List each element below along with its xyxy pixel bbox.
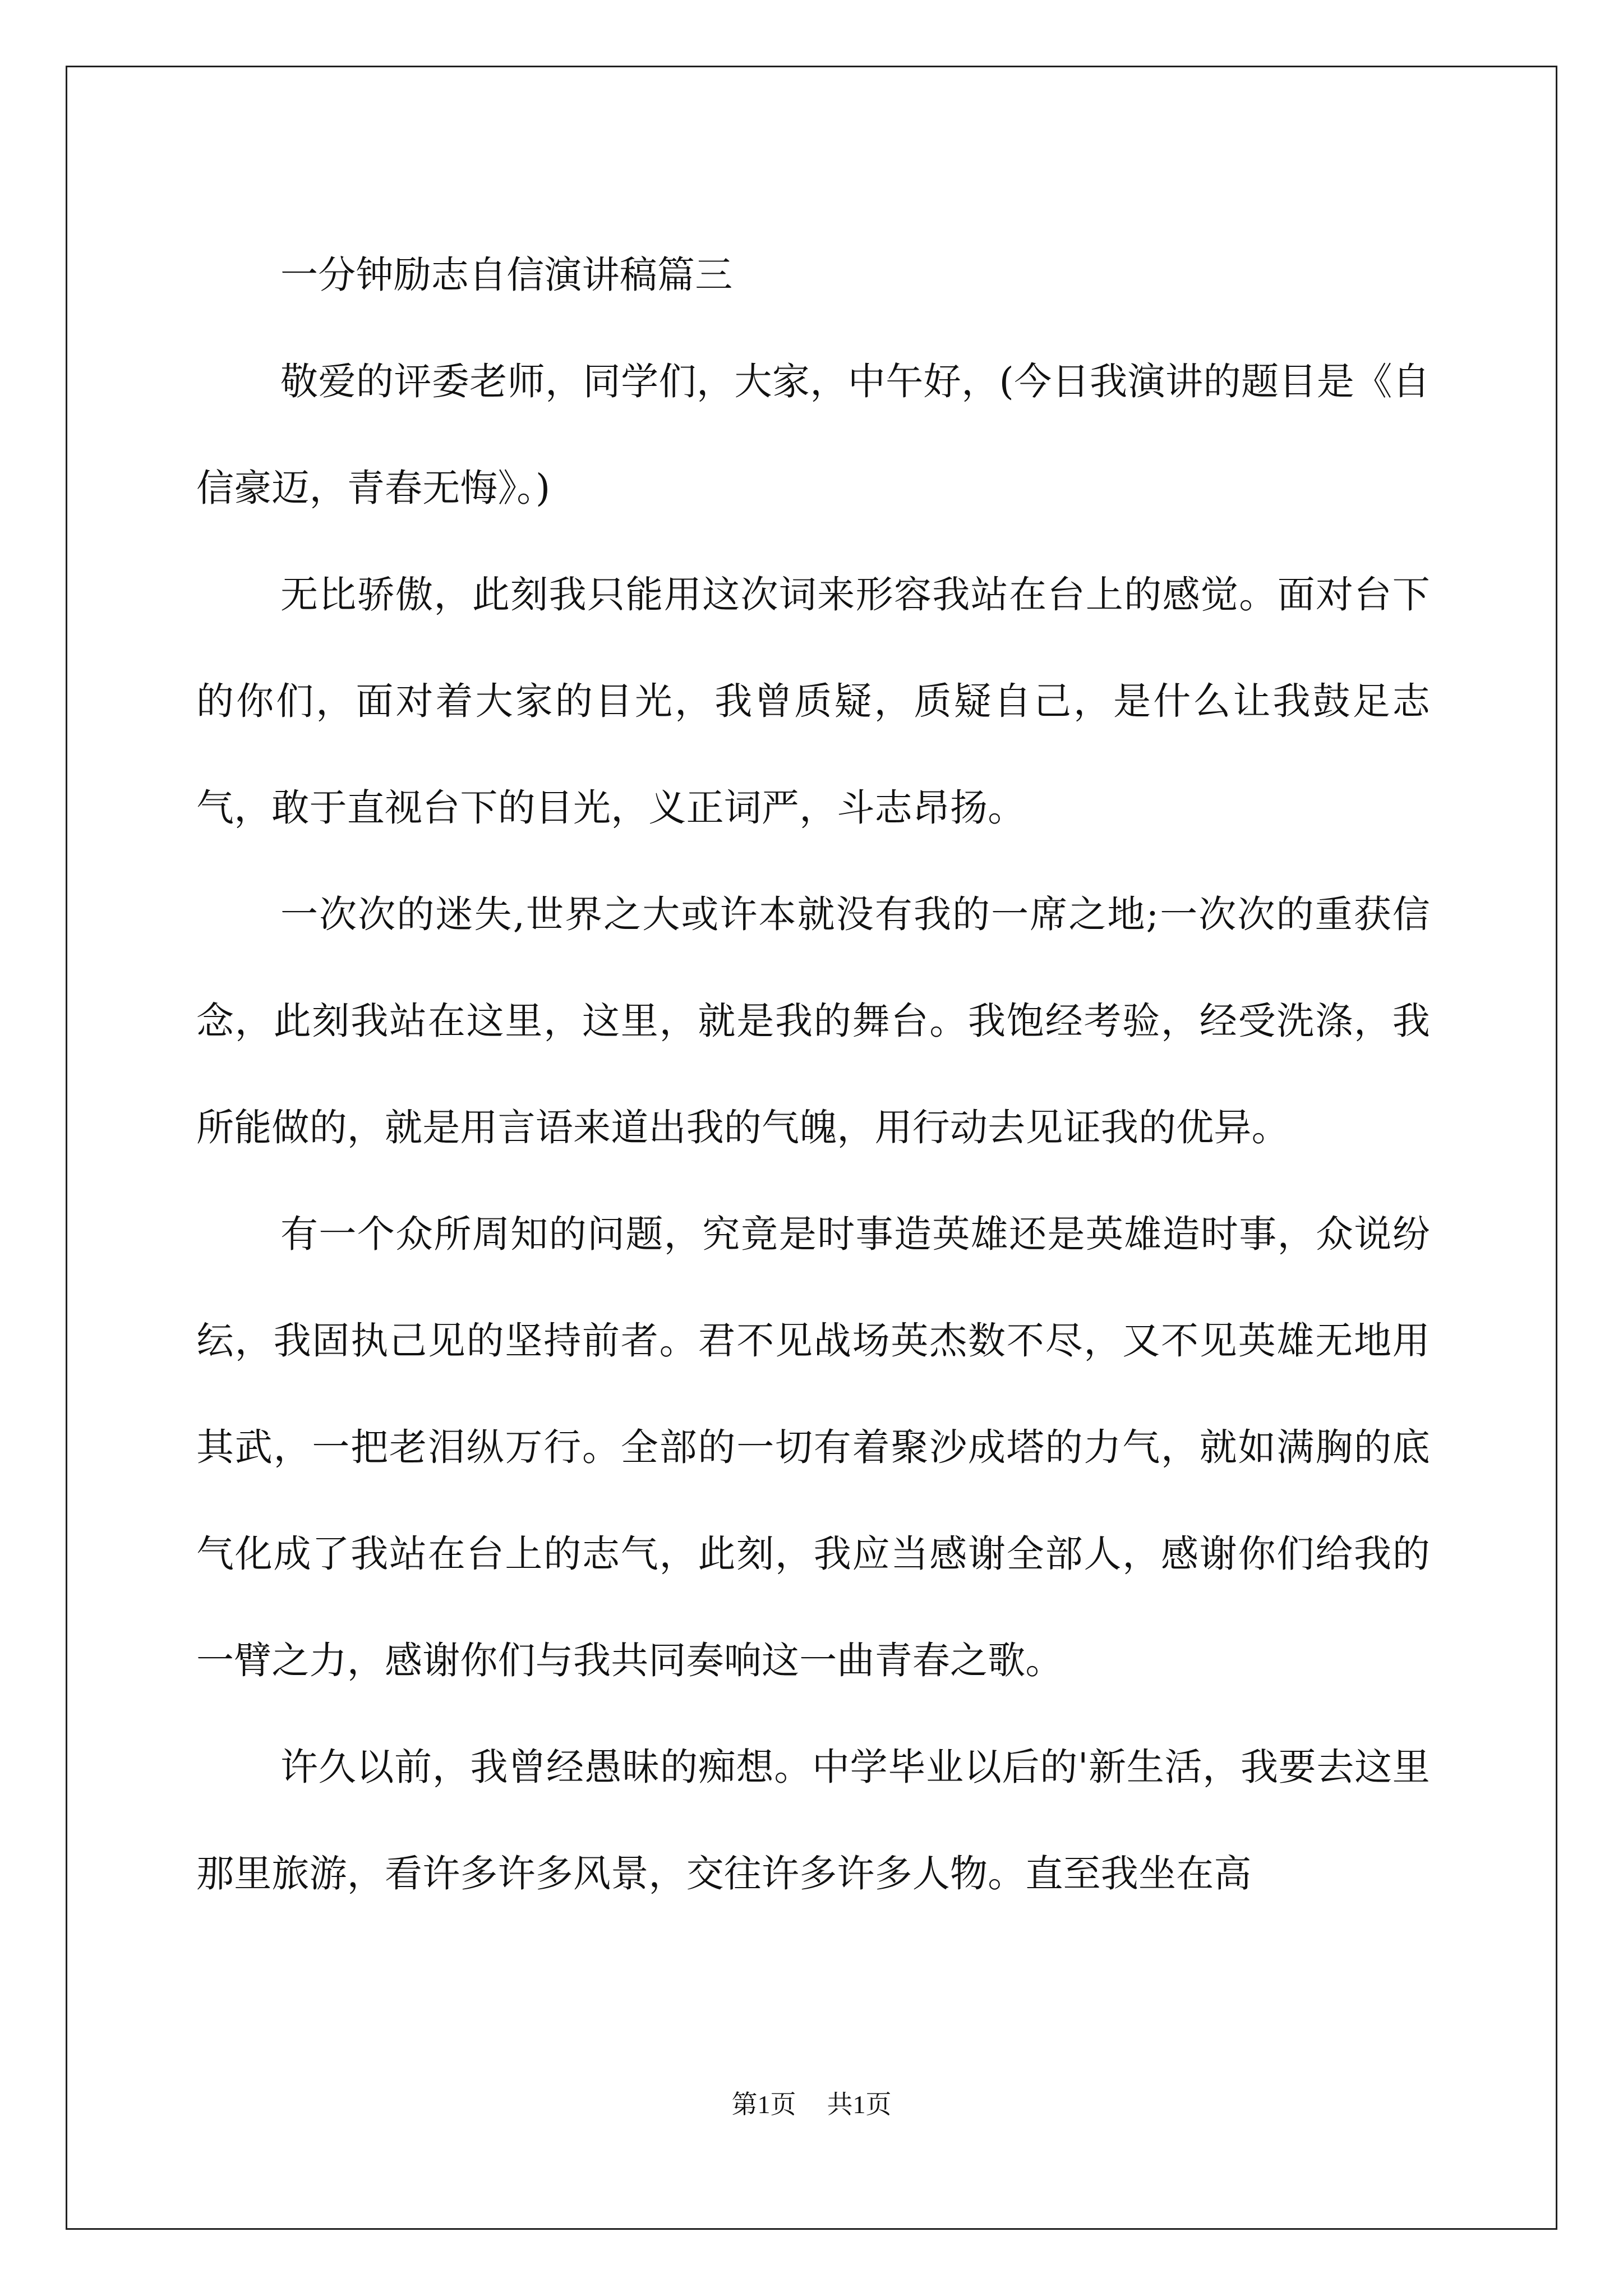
document-heading: 一分钟励志自信演讲稿篇三	[280, 253, 733, 297]
paragraph-3: 一次次的迷失,世界之大或许本就没有我的一席之地;一次次的重获信念，此刻我站在这里，这里，就是我的舞台。我饱经考验，经受洗涤，我所能做的，就是用言语来道出我的气魄，用行动去见证我的优异。	[196, 892, 1430, 1149]
paragraph-4: 有一个众所周知的问题，究竟是时事造英雄还是英雄造时事，众说纷纭，我固执己见的坚持前者。君不见战场英杰数不尽，又不见英雄无地用其武，一把老泪纵万行。全部的一切有着聚沙成塔的力气，就如满胸的底气化成了我站在台上的志气，此刻，我应当感谢全部人，感谢你们给我的一臂之力，感谢你们与我共同奏响这一曲青春之歌。	[196, 1212, 1430, 1682]
document-body	[196, 222, 1430, 1927]
paragraph-2: 无比骄傲，此刻我只能用这次词来形容我站在台上的感觉。面对台下的你们，面对着大家的目光，我曾质疑，质疑自己，是什么让我鼓足志气，敢于直视台下的目光，义正词严，斗志昂扬。	[196, 573, 1430, 830]
page-footer	[0, 2084, 1623, 2121]
paragraph-5: 许久以前，我曾经愚昧的痴想。中学毕业以后的'新生活，我要去这里那里旅游，看许多许多风景，交往许多许多人物。直至我坐在高	[196, 1745, 1430, 1895]
page-number-total: 共1页	[827, 2090, 892, 2119]
page-number-current: 第1页	[731, 2090, 796, 2119]
paragraph-1: 敬爱的评委老师，同学们，大家，中午好，(今日我演讲的题目是《自信豪迈，青春无悔》。)	[196, 360, 1430, 510]
